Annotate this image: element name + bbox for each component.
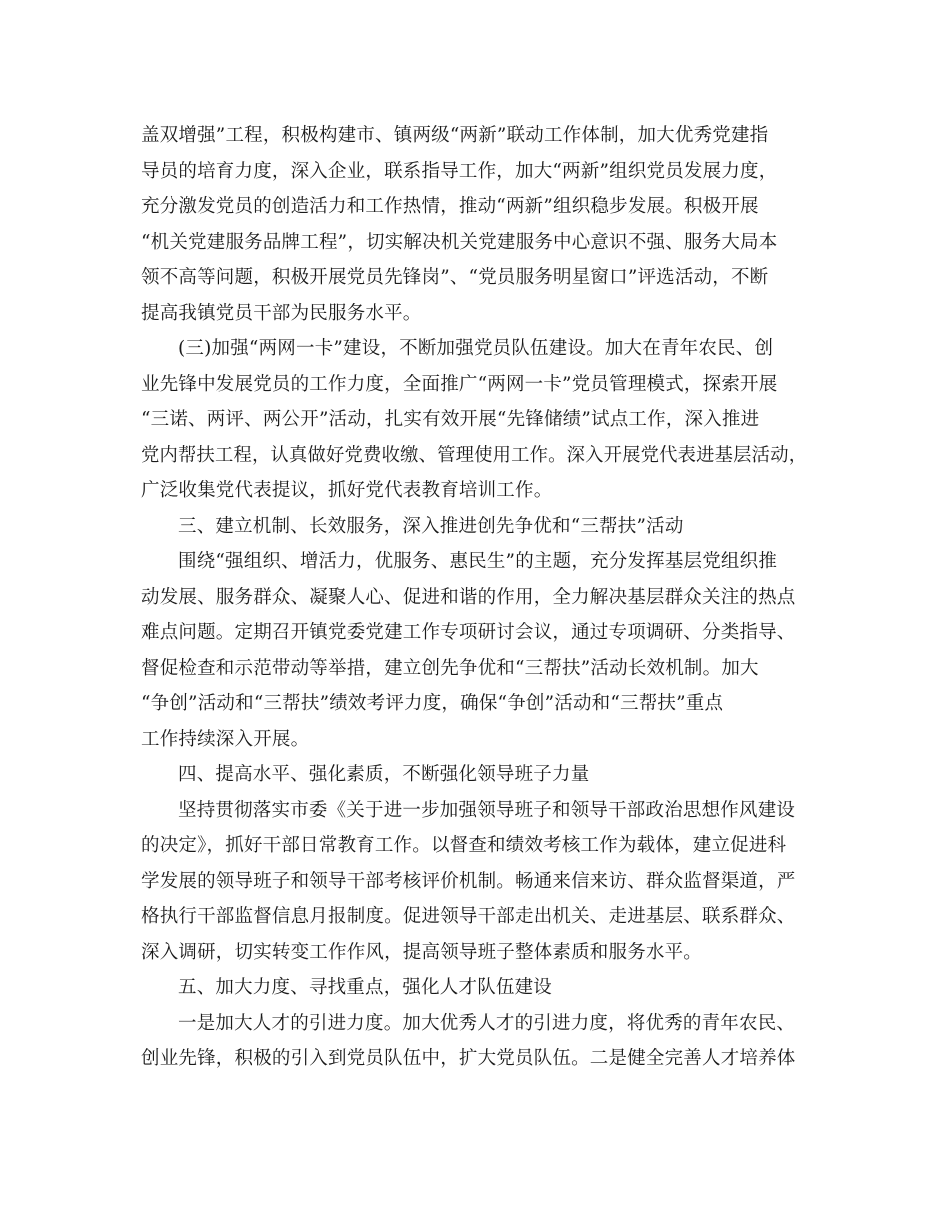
text-line: 工作持续深入开展。 [141, 728, 310, 750]
text-line: 党内帮扶工程，认真做好党费收缴、管理使用工作。深入开展党代表进基层活动， [141, 444, 808, 466]
text-line: 盖双增强”工程，积极构建市、镇两级“两新”联动工作体制，加大优秀党建指 [141, 125, 769, 146]
text-line: 动发展、服务群众、凝聚人心、促进和谐的作用，全力解决基层群众关注的热点 [141, 586, 796, 608]
text-line: 难点问题。定期召开镇党委党建工作专项研讨会议，通过专项调研、分类指导、 [141, 622, 796, 643]
text-line: 学发展的领导班子和领导干部考核评价机制。畅通来信来访、群众监督渠道，严 [141, 870, 796, 892]
text-line: 坚持贯彻落实市委《关于进一步加强领导班子和领导干部政治思想作风建设 [178, 799, 796, 821]
text-line: 广泛收集党代表提议，抓好党代表教育培训工作。 [141, 480, 553, 501]
text-line: 导员的培育力度，深入企业，联系指导工作，加大“两新”组织党员发展力度， [141, 160, 778, 182]
document-body [141, 118, 807, 1077]
text-line: 业先锋中发展党员的工作力度，全面推广“两网一卡”党员管理模式，探索开展 [141, 373, 778, 395]
section-heading: 四、提高水平、强化素质，不断强化领导班子力量 [178, 764, 590, 785]
text-line: 深入调研，切实转变工作作风，提高领导班子整体素质和服务水平。 [141, 941, 703, 963]
text-line: 创业先锋，积极的引入到党员队伍中，扩大党员队伍。二是健全完善人才培养体 [141, 1048, 796, 1069]
text-line: 一是加大人才的引进力度。加大优秀人才的引进力度，将优秀的青年农民、 [178, 1012, 796, 1034]
text-line: “争创”活动和“三帮扶”绩效考评力度，确保“争创”活动和“三帮扶”重点 [141, 693, 724, 714]
text-line: 领不高等问题，积极开展党员先锋岗”、“党员服务明星窗口”评选活动，不断 [141, 267, 769, 288]
text-line: “机关党建服务品牌工程”，切实解决机关党建服务中心意识不强、服务大局本 [141, 231, 778, 253]
text-line: 督促检查和示范带动等举措，建立创先争优和“三帮扶”活动长效机制。加大 [141, 657, 759, 679]
text-line: 充分激发党员的创造活力和工作热情，推动“两新”组织稳步发展。积极开展 [141, 196, 759, 217]
text-line: (三)加强“两网一卡”建设，不断加强党员队伍建设。加大在青年农民、创 [178, 338, 774, 359]
section-heading: 三、建立机制、长效服务，深入推进创先争优和“三帮扶”活动 [178, 515, 684, 537]
text-line: 的决定》，抓好干部日常教育工作。以督查和绩效考核工作为载体，建立促进科 [141, 835, 787, 856]
text-line: 格执行干部监督信息月报制度。促进领导干部走出机关、走进基层、联系群众、 [141, 906, 796, 927]
section-heading: 五、加大力度、寻找重点，强化人才队伍建设 [178, 977, 553, 998]
text-line: 围绕“强组织、增活力，优服务、惠民生”的主题，充分发挥基层党组织推 [178, 551, 778, 572]
text-line: 提高我镇党员干部为民服务水平。 [141, 302, 422, 324]
text-line: “三诺、两评、两公开”活动，扎实有效开展“先锋储绩”试点工作，深入推进 [141, 409, 760, 430]
